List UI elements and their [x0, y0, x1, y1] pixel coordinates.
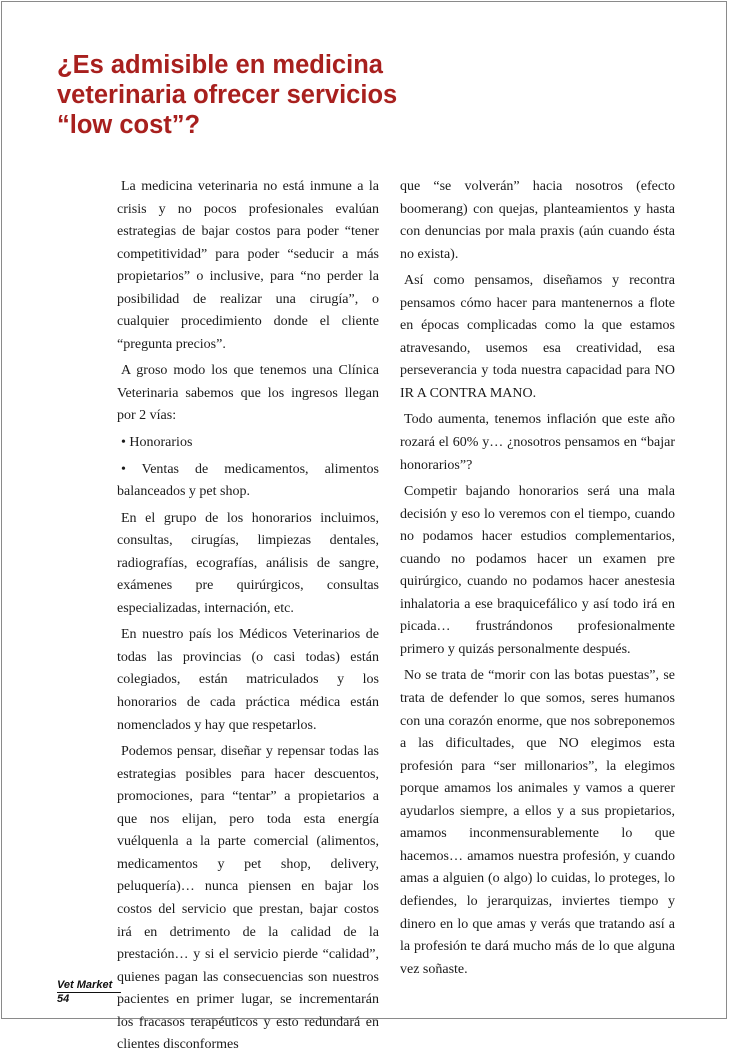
- right-column: [400, 176, 675, 985]
- paragraph: Así como pensamos, diseñamos y recontra pensamos cómo hacer para mantenernos a flote en épocas complicadas como la que estamos atravesando, usemos esa creatividad, esa perseverancia y toda nuestra capacidad para NO IR A CONTRA MANO.: [400, 273, 675, 401]
- paragraph: En nuestro país los Médicos Veterinarios de todas las provincias (o casi todas) están colegiados, están matriculados y los honorarios de cada práctica médica están nomenclados y hay que respetarlos.: [117, 627, 379, 733]
- bullet-item: • Honorarios: [121, 435, 193, 451]
- title-line-2: veterinaria ofrecer servicios: [57, 81, 398, 109]
- title-line-1: ¿Es admisible en medicina: [57, 51, 383, 79]
- bullet-item: • Ventas de medicamentos, alimentos balanceados y pet shop.: [117, 461, 379, 500]
- left-column: [117, 176, 379, 1061]
- paragraph: La medicina veterinaria no está inmune a la crisis y no pocos profesionales evalúan estrategias de bajar costos para poder “tener competitividad” para poder “seducir a más propietarios” o inclusive, para “no perder la posibilidad de realizar una cirugía”, o cualquier procedimiento donde el cliente “pregunta precios”.: [117, 179, 379, 352]
- magazine-name: Vet Market: [57, 979, 121, 993]
- paragraph: En el grupo de los honorarios incluimos, consultas, cirugías, limpiezas dentales, radiografías, ecografías, análisis de sangre, exámenes pre quirúrgicos, consultas especializadas, internación, etc.: [117, 510, 379, 616]
- paragraph: Todo aumenta, tenemos inflación que este año rozará el 60% y… ¿nosotros pensamos en “bajar honorarios”?: [400, 412, 675, 473]
- paragraph: Competir bajando honorarios será una mala decisión y eso lo veremos con el tiempo, cuando no podamos hacer estudios complementarios, cuando no podamos hacer un examen pre quirúrgico, cuando no podamos hacer anestesia inhalatoria a ese braquicefálico y así todo irá en picada… frustrándonos profesionalmente primero y quizás personalmente después.: [400, 484, 675, 657]
- paragraph: No se trata de “morir con las botas puestas”, se trata de defender lo que somos, seres humanos con una corazón enorme, que nos sobreponemos a las dificultades, que NO elegimos esta profesión para “ser millonarios”, la elegimos porque amamos los animales y vamos a querer ayudarlos siempre, a ellos y a sus propietarios, amamos inconmensurablemente lo que hacemos… amamos nuestra profesión, y cuando amas a alguien (o algo) lo cuidas, lo proteges, lo defiendes, lo jerarquizas, inviertes tiempo y dinero en lo que amas y verás que tratando así a la profesión te dará mucho más de lo que alguna vez soñaste.: [400, 668, 675, 977]
- paragraph: A groso modo los que tenemos una Clínica Veterinaria sabemos que los ingresos llegan por 2 vías:: [117, 363, 379, 424]
- paragraph: que “se volverán” hacia nosotros (efecto boomerang) con quejas, planteamientos y hasta con denuncias por mala praxis (aún cuando ésta no exista).: [400, 179, 675, 262]
- paragraph: Podemos pensar, diseñar y repensar todas las estrategias posibles para hacer descuentos, promociones, para “tentar” a propietarios a que nos elijan, pero toda esta energía vuélquenla a la parte comercial (alimentos, medicamentos y pet shop, delivery, peluquería)… nunca piensen en bajar los costos del servicio que prestan, bajar costos irá en detrimento de la calidad de la prestación… y si el servicio pierde “calidad”, quienes pagan las consecuencias son nuestros pacientes en primer lugar, se incrementarán los fracasos terapéuticos y esto redundará en clientes disconformes: [117, 744, 379, 1053]
- page-footer: [57, 979, 121, 1005]
- title-line-3: “low cost”?: [57, 111, 201, 139]
- article-title: [57, 50, 457, 140]
- page-number: 54: [57, 993, 70, 1005]
